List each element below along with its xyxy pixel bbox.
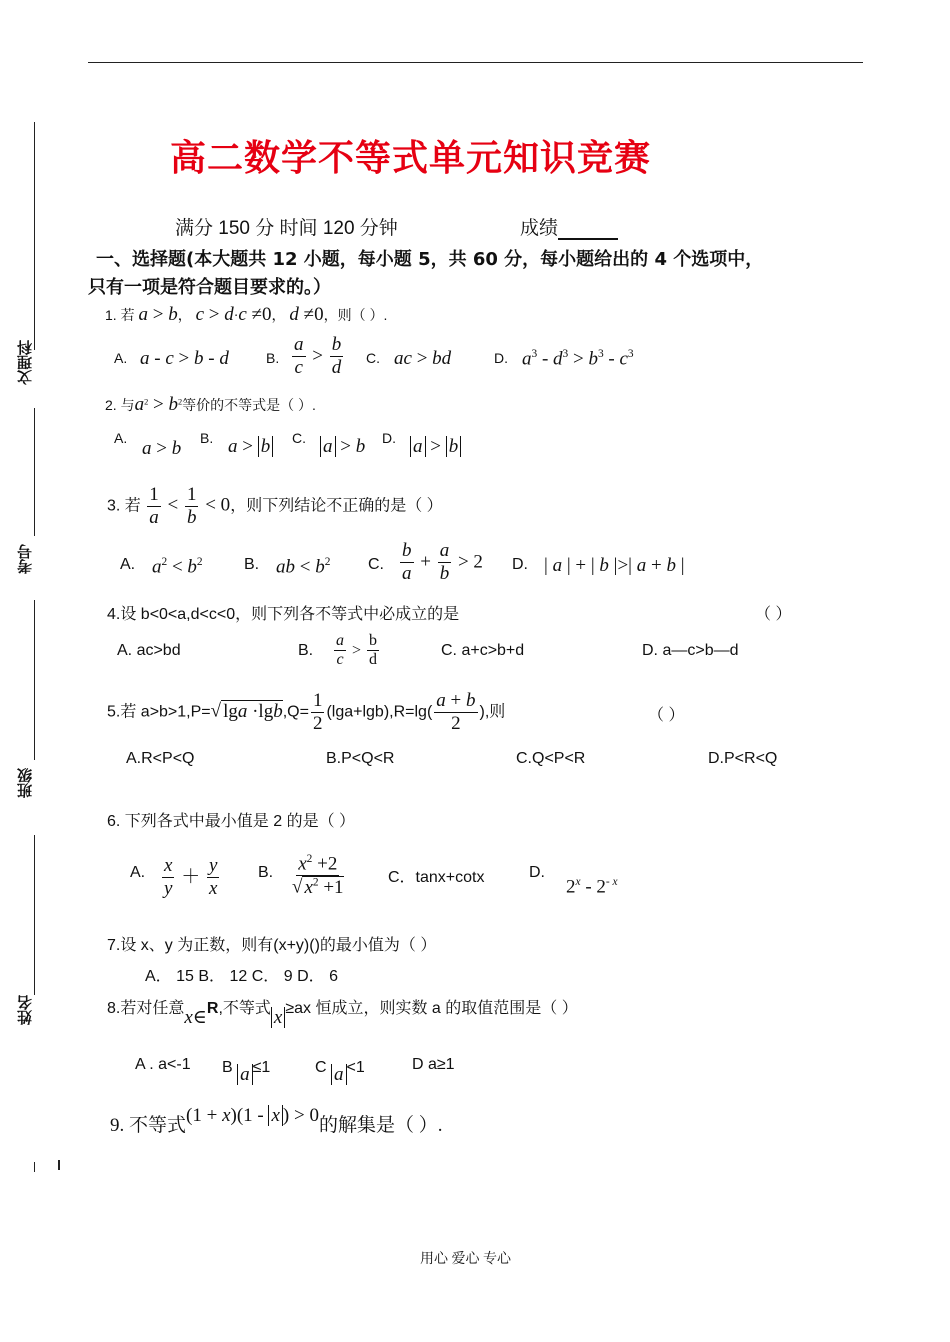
q4-option-b-label: B. — [298, 642, 314, 659]
q1-option-b: $\frac{a}{c}$ > $\frac{b}{d}$ — [294, 334, 342, 378]
q8-stem: 8.若对任意x∈R,不等式 x ≥ax 恒成立，则实数 a 的取值范围是（ ） — [107, 1000, 578, 1028]
q4-stem: 4.设 b<0<a,d<c<0，则下列各不等式中必成立的是 — [107, 606, 460, 623]
q3-stem: 3. 若 $\frac{1}{a}$ < $\frac{1}{b}$ < 0，则下列结论不正确的是（ ） — [107, 484, 443, 528]
q6-option-c: C．tanx+cotx — [388, 869, 485, 886]
q4-option-a: A. ac>bd — [117, 642, 181, 659]
q1-option-c: ac > bd — [394, 348, 452, 369]
q5-option-a: A.R<P<Q — [126, 750, 195, 767]
q1-option-b-label: B. — [266, 350, 280, 366]
page-title: 高二数学不等式单元知识竞赛 — [170, 137, 652, 179]
q3-option-b: ab < $b^2$ — [276, 556, 331, 578]
q1-option-a: a - c > b - d — [140, 348, 229, 369]
q5-option-c: C.Q<P<R — [516, 750, 586, 767]
q8-option-c: C a <1 — [315, 1059, 365, 1085]
margin-rule-2 — [34, 408, 35, 536]
q4-option-b: $\frac{a}{c}$ > $\frac{b}{d}$ — [336, 632, 378, 669]
q2-option-a-label: A. — [114, 430, 128, 446]
q4-answer-paren: （ ） — [755, 606, 792, 623]
side-label-name: 姓名 — [16, 995, 34, 1025]
margin-tick — [58, 1160, 60, 1170]
q5-option-b: B.P<Q<R — [326, 750, 395, 767]
q8-option-a: A . a<-1 — [135, 1056, 191, 1073]
q6-option-d-label: D. — [529, 864, 545, 881]
q3-option-a: $a^2 < b^2$ — [152, 556, 203, 578]
q2-option-c: a > b — [320, 436, 365, 458]
q5-stem: 5.若 a>b>1,P=√ lga ·lgb,Q= $\frac{1}{2}$ (lga+lgb),R=lg( $\frac{a + b}{2}$ ),则 — [107, 690, 506, 734]
grade-field — [520, 213, 618, 240]
q4-option-d: D. a—c>b—d — [642, 642, 739, 659]
q3-option-a-label: A. — [120, 556, 136, 573]
header-rule — [88, 62, 863, 63]
side-label-exam-no: 考号 — [16, 544, 34, 574]
margin-rule-1 — [34, 122, 35, 350]
q6-option-a: $\frac{x}{y}$ ＋ $\frac{y}{x}$ — [164, 855, 218, 899]
q2-option-d: a > b — [410, 436, 461, 458]
q6-stem: 6. 下列各式中最小值是 2 的是（ ） — [107, 813, 356, 830]
q2-option-c-label: C. — [292, 430, 306, 446]
q8-option-b: B a ≤1 — [222, 1059, 271, 1085]
q6-option-d: $2^x - 2^{- x}$ — [566, 876, 618, 898]
q5-option-d: D.P<R<Q — [708, 750, 778, 767]
q3-option-c: $\frac{b}{a}$ + $\frac{a}{b}$ > 2 — [402, 540, 483, 584]
q3-option-b-label: B. — [244, 556, 260, 573]
q3-option-d-label: D. — [512, 556, 528, 573]
score-time: 满分 150 分 时间 120 分钟 — [175, 218, 398, 239]
q2-option-b: a > b — [228, 436, 273, 458]
q5-answer-paren: （ ） — [648, 707, 685, 724]
q2-option-a: a > b — [142, 438, 182, 459]
q8-option-d: D a≥1 — [412, 1056, 455, 1073]
side-label-class: 班级 — [16, 768, 34, 798]
margin-rule-3 — [34, 600, 35, 760]
q2-stem: 2. 与$a^2 > b^2$等价的不等式是（ ）. — [105, 394, 316, 415]
q9-stem: 9. 不等式(1 + x)(1 - x ) > 0的解集是（ ）. — [110, 1105, 443, 1136]
q2-option-d-label: D. — [382, 430, 396, 446]
q6-option-b-label: B. — [258, 864, 274, 881]
q4-option-c: C. a+c>b+d — [441, 642, 525, 659]
q3-option-d: | a | + | b |>| a + b | — [544, 555, 685, 576]
q7-stem: 7.设 x、y 为正数，则有(x+y)()的最小值为（ ） — [107, 937, 437, 954]
grade-blank — [558, 220, 618, 240]
q1-stem: 1. 若 a > b， c > d·c ≠0， d ≠0，则（ ）. — [105, 304, 388, 325]
side-label-subject: 文理科 — [16, 340, 34, 385]
q6-option-a-label: A. — [130, 864, 146, 881]
grade-label: 成绩 — [520, 218, 559, 239]
section-heading-line2: 只有一项是符合题目要求的。） — [88, 277, 331, 298]
section-heading-line1: 一、选择题(本大题共 12 小题，每小题 5，共 60 分，每小题给出的 4 个选项中， — [96, 249, 764, 270]
q1-option-d-label: D. — [494, 350, 508, 366]
page-footer: 用心 爱心 专心 — [420, 1252, 511, 1267]
q3-option-c-label: C. — [368, 556, 384, 573]
q7-options: A． 15 B． 12 C． 9 D． 6 — [145, 968, 338, 985]
margin-rule-5 — [34, 1162, 35, 1172]
q1-option-d: $a^3 - d^3 > b^3 - c^3$ — [522, 348, 634, 370]
q1-option-a-label: A. — [114, 350, 128, 366]
q2-option-b-label: B. — [200, 430, 214, 446]
q1-option-c-label: C. — [366, 350, 380, 366]
q6-option-b: $\frac{x^2 +2}{√ x^2 +1}$ — [292, 853, 344, 898]
margin-rule-4 — [34, 835, 35, 995]
